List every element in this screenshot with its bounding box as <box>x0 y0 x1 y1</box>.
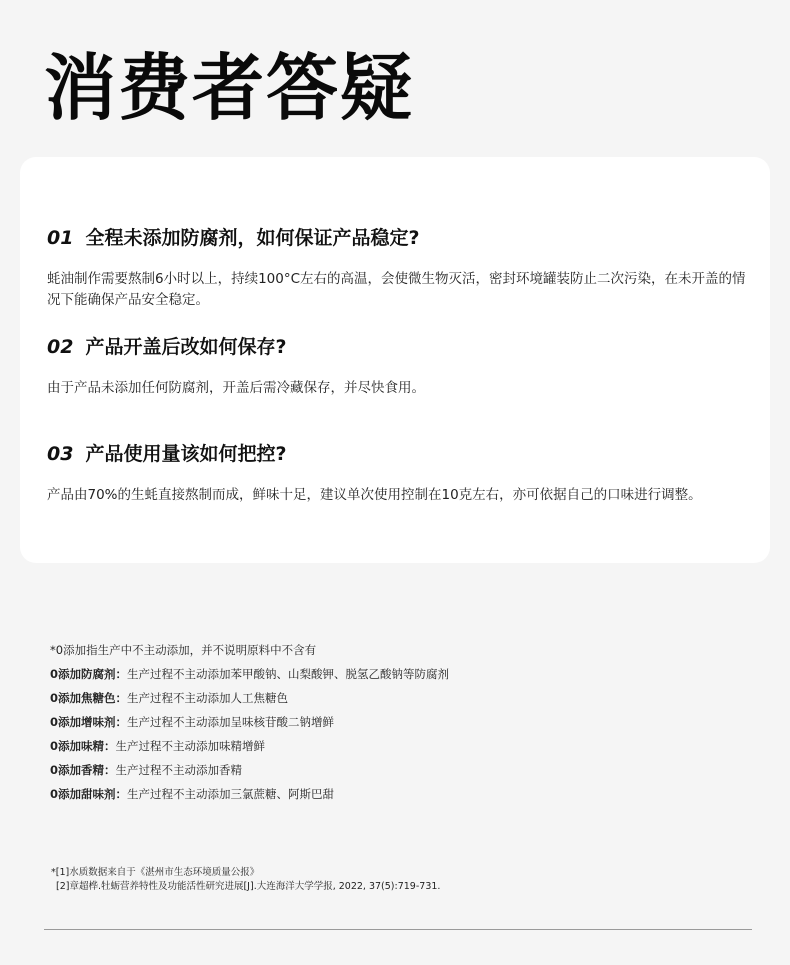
note-item <box>50 713 449 737</box>
note-desc: 生产过程不主动添加味精增鲜 <box>115 739 266 753</box>
qa-question <box>47 334 747 360</box>
note-term: 0添加增味剂： <box>50 715 128 729</box>
note-desc: 生产过程不主动添加呈味核苷酸二钠增鲜 <box>127 715 335 729</box>
note-term: 0添加防腐剂： <box>50 667 128 681</box>
qa-answer: 由于产品未添加任何防腐剂，开盖后需冷藏保存，并尽快食用。 <box>47 380 425 396</box>
additive-notes <box>50 641 449 809</box>
qa-number: 03 <box>47 443 74 465</box>
reference-1: *[1]水质数据来自于《湛州市生态环境质量公报》 <box>51 867 260 878</box>
note-item <box>50 665 449 689</box>
qa-number: 02 <box>47 336 74 358</box>
note-desc: 生产过程不主动添加香精 <box>115 763 243 777</box>
qa-item-2 <box>47 334 747 399</box>
qa-question-text: 产品使用量该如何把控? <box>85 443 287 465</box>
qa-question <box>47 225 747 251</box>
qa-question-text: 全程未添加防腐剂，如何保证产品稳定? <box>85 227 420 249</box>
note-term: 0添加焦糖色： <box>50 691 128 705</box>
note-desc: 生产过程不主动添加苯甲酸钠、山梨酸钾、脱氢乙酸钠等防腐剂 <box>127 667 450 681</box>
qa-answer: 产品由70%的生蚝直接熬制而成，鲜味十足，建议单次使用控制在10克左右，亦可依据自己的口味进行调整。 <box>47 487 702 503</box>
note-desc: 生产过程不主动添加人工焦糖色 <box>127 691 289 705</box>
reference-2: [2]章超桦.牡蛎营养特性及功能活性研究进展[J].大连海洋大学学报, 2022, 37(5):719-731. <box>56 881 441 892</box>
qa-item-3 <box>47 441 747 506</box>
qa-card <box>20 157 770 563</box>
note-term: 0添加甜味剂： <box>50 787 128 801</box>
qa-question-text: 产品开盖后改如何保存? <box>85 336 287 358</box>
note-item <box>50 761 449 785</box>
qa-question <box>47 441 747 467</box>
note-term: 0添加味精： <box>50 739 116 753</box>
note-term: 0添加香精： <box>50 763 116 777</box>
note-item <box>50 785 449 809</box>
page-title: 消费者答疑 <box>44 46 415 130</box>
note-desc: 生产过程不主动添加三氯蔗糖、阿斯巴甜 <box>127 787 335 801</box>
qa-number: 01 <box>47 227 74 249</box>
qa-answer: 蚝油制作需要熬制6小时以上，持续100°C左右的高温，会使微生物灭活，密封环境罐装防止二次污染，在未开盖的情况下能确保产品安全稳定。 <box>47 271 746 308</box>
note-item <box>50 737 449 761</box>
references <box>51 866 440 894</box>
notes-intro: *0添加指生产中不主动添加，并不说明原料中不含有 <box>50 643 317 657</box>
note-item <box>50 689 449 713</box>
qa-item-1 <box>47 225 747 311</box>
bottom-divider <box>44 929 752 930</box>
